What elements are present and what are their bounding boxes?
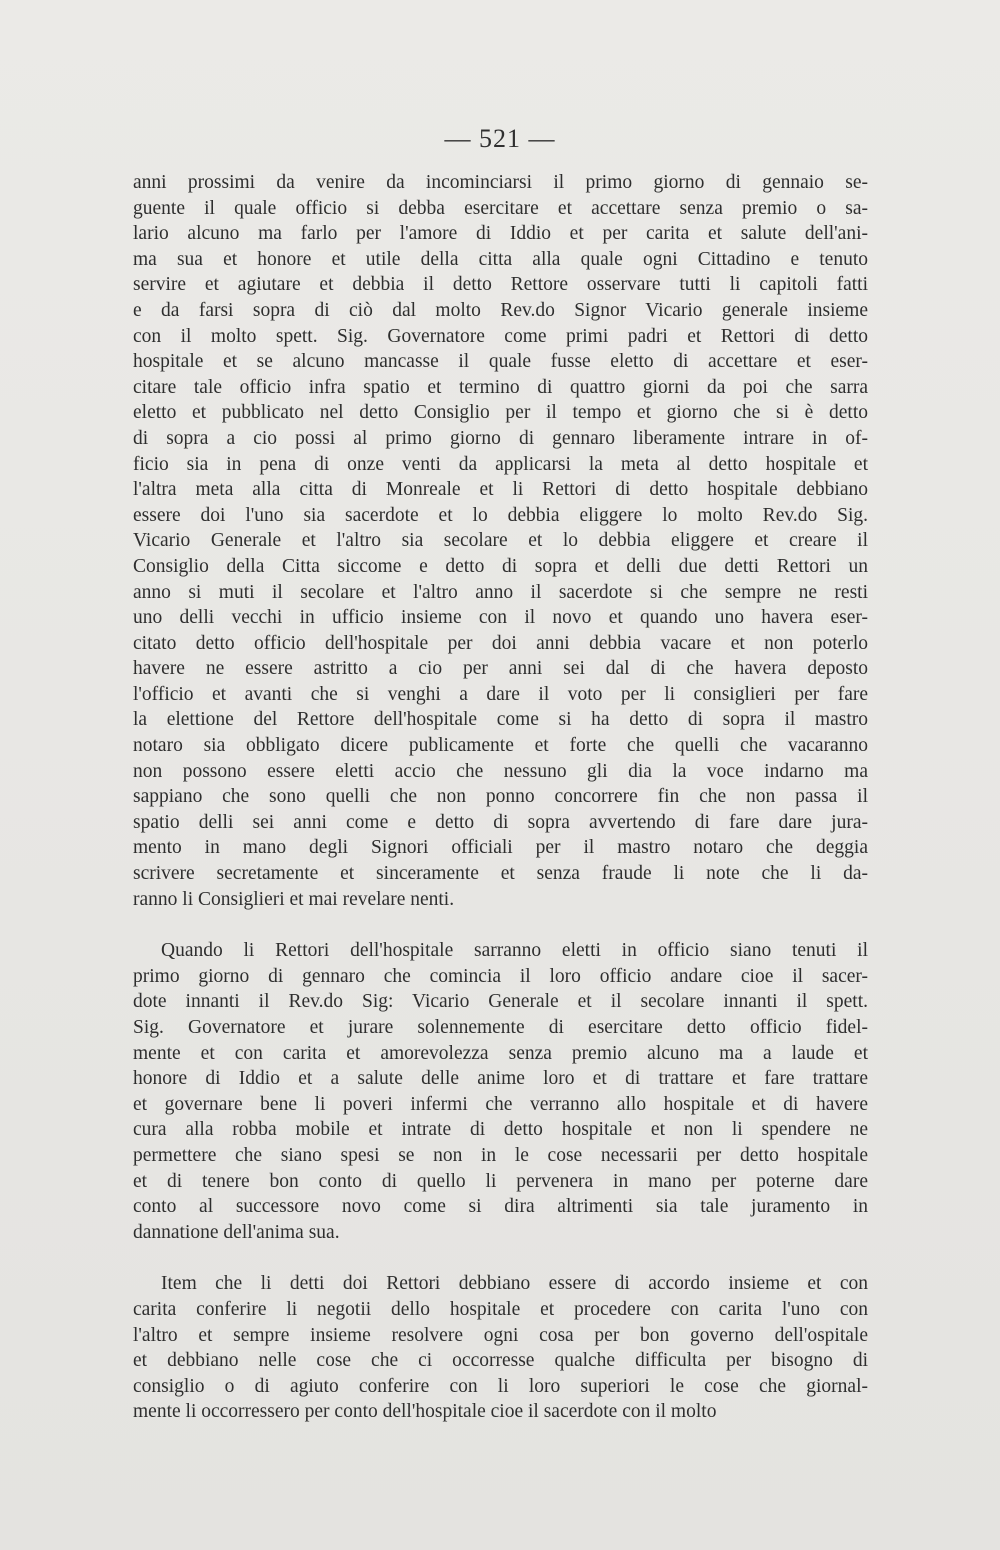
text-line: Vicario Generale et l'altro sia secolare et lo debbia eliggere et creare il — [133, 530, 868, 552]
text-line: essere doi l'uno sia sacerdote et lo debbia eliggere lo molto Rev.do Sig. — [133, 504, 868, 526]
text-line: mento in mano degli Signori officiali per il mastro notaro che deggia — [133, 837, 868, 859]
text-line: ficio sia in pena di onze venti da applicarsi la meta al detto hospitale et — [133, 453, 868, 475]
text-line: Item che li detti doi Rettori debbiano essere di accordo insieme et con — [161, 1273, 868, 1295]
text-line: anno si muti il secolare et l'altro anno il sacerdote si che sempre ne resti — [133, 581, 868, 603]
text-line: l'officio et avanti che si venghi a dare il voto per li consiglieri per fare — [133, 683, 868, 705]
text-line: Quando li Rettori dell'hospitale sarranno eletti in officio siano tenuti il — [161, 940, 868, 962]
text-line: Consiglio della Citta siccome e detto di sopra et delli due detti Rettori un — [133, 555, 868, 577]
text-line: et governare bene li poveri infermi che verranno allo hospitale et di havere — [133, 1093, 868, 1115]
text-line: havere ne essere astritto a cio per anni sei dal di che havera deposto — [133, 658, 868, 680]
page-number: — 521 — — [444, 124, 556, 153]
body-text — [133, 170, 868, 1425]
paragraph — [133, 170, 868, 912]
text-line: ma sua et honore et utile della citta alla quale ogni Cittadino e tenuto — [133, 248, 868, 270]
text-line: conto al successore novo come si dira altrimenti sia tale juramento in — [133, 1196, 868, 1218]
text-line: eletto et pubblicato nel detto Consiglio per il tempo et giorno che si è detto — [133, 402, 868, 424]
text-line: ranno li Consiglieri et mai revelare nenti. — [133, 888, 455, 910]
text-line: non possono essere eletti accio che nessuno gli dia la voce indarno ma — [133, 760, 868, 782]
text-line: citare tale officio infra spatio et termino di quattro giorni da poi che sarra — [133, 376, 868, 398]
text-line: sappiano che sono quelli che non ponno concorrere fin che non passa il — [133, 786, 868, 808]
text-line: l'altra meta alla citta di Monreale et li Rettori di detto hospitale debbiano — [133, 479, 868, 501]
text-line: spatio delli sei anni come e detto di sopra avvertendo di fare dare jura- — [133, 811, 868, 833]
text-line: et debbiano nelle cose che ci occorresse qualche difficulta per bisogno di — [133, 1350, 868, 1372]
text-line: e da farsi sopra di ciò dal molto Rev.do Signor Vicario generale insieme — [133, 299, 868, 321]
text-line: di sopra a cio possi al primo giorno di gennaro liberamente intrare in of- — [133, 427, 868, 449]
text-line: lario alcuno ma farlo per l'amore di Iddio et per carita et salute dell'ani- — [133, 223, 868, 245]
text-line: dannatione dell'anima sua. — [133, 1221, 340, 1243]
text-line: servire et agiutare et debbia il detto Rettore osservare tutti li capitoli fatti — [133, 274, 868, 296]
text-line: hospitale et se alcuno mancasse il quale fusse eletto di accettare et eser- — [133, 351, 868, 373]
text-line: permettere che siano spesi se non in le cose necessarii per detto hospitale — [133, 1144, 868, 1166]
text-line: et di tenere bon conto di quello li pervenera in mano per poterne dare — [133, 1170, 868, 1192]
text-line: con il molto spett. Sig. Governatore come primi padri et Rettori di detto — [133, 325, 868, 347]
paragraph — [133, 938, 868, 1245]
text-line: mente li occorressero per conto dell'hospitale cioe il sacerdote con il molto — [133, 1401, 717, 1423]
text-line: la elettione del Rettore dell'hospitale come si ha detto di sopra il mastro — [133, 709, 868, 731]
text-line: primo giorno di gennaro che comincia il loro officio andare cioe il sacer- — [133, 965, 868, 987]
text-line: carita conferire li negotii dello hospitale et procedere con carita l'uno con — [133, 1298, 868, 1320]
text-line: guente il quale officio si debba esercitare et accettare senza premio o sa- — [133, 197, 868, 219]
text-line: l'altro et sempre insieme resolvere ogni cosa per bon governo dell'ospitale — [133, 1324, 868, 1346]
text-line: cura alla robba mobile et intrate di detto hospitale et non li spendere ne — [133, 1119, 868, 1141]
text-line: citato detto officio dell'hospitale per doi anni debbia vacare et non poterlo — [133, 632, 868, 654]
text-line: anni prossimi da venire da incominciarsi il primo giorno di gennaio se- — [133, 172, 868, 193]
text-line: Sig. Governatore et jurare solennemente di esercitare detto officio fidel- — [133, 1017, 868, 1038]
text-line: scrivere secretamente et sinceramente et senza fraude li note che li da- — [133, 863, 868, 885]
text-line: dote innanti il Rev.do Sig: Vicario Generale et il secolare innanti il spett. — [133, 991, 868, 1013]
paragraph — [133, 1271, 868, 1425]
text-line: notaro sia obbligato dicere publicamente et forte che quelli che vacaranno — [133, 735, 868, 757]
text-line: consiglio o di agiuto conferire con li loro superiori le cose che giornal- — [133, 1375, 868, 1397]
text-line: mente et con carita et amorevolezza senza premio alcuno ma a laude et — [133, 1042, 868, 1064]
text-line: honore di Iddio et a salute delle anime loro et di trattare et fare trattare — [133, 1068, 868, 1090]
text-line: uno delli vecchi in ufficio insieme con il novo et quando uno havera eser- — [133, 607, 868, 629]
